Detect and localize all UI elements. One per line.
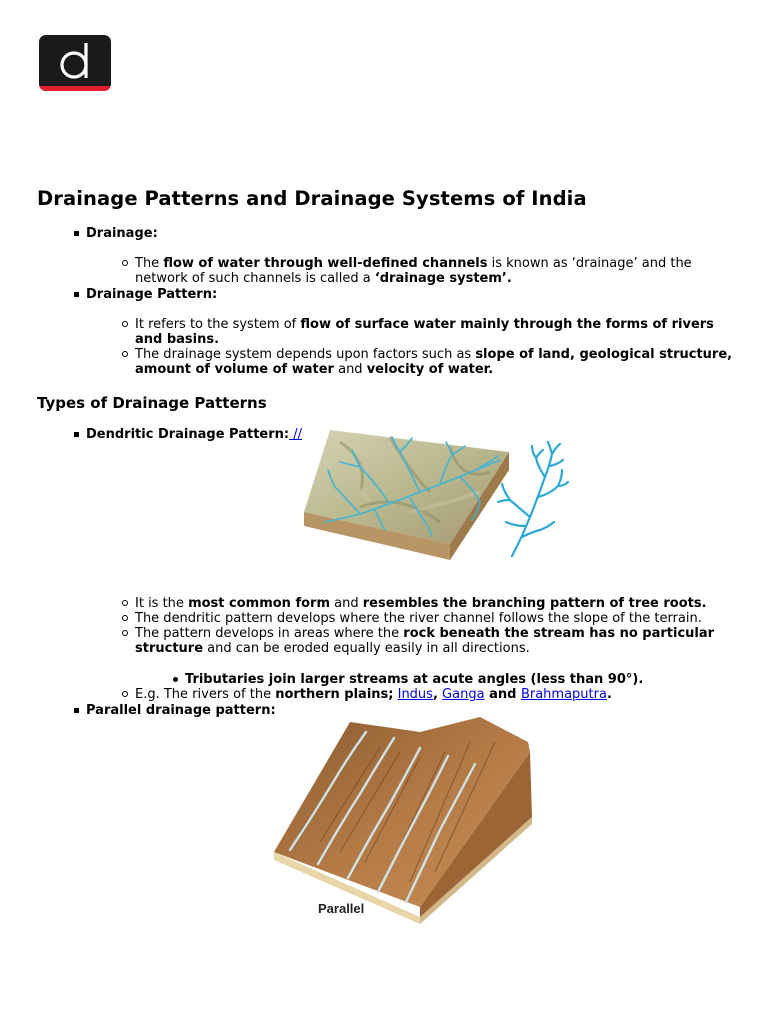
logo-letter-d-icon [39, 35, 111, 91]
dendritic-example: E.g. The rivers of the northern plains; Indus, Ganga and Brahmaputra. [135, 687, 745, 702]
dendritic-link[interactable]: // [289, 427, 303, 442]
indus-link[interactable]: Indus [397, 687, 433, 702]
dendritic-point-2: The dendritic pattern develops where the river channel follows the slope of the terrain. [135, 611, 745, 626]
dendritic-pattern-figure [300, 422, 570, 562]
drainage-pattern-item-2: The drainage system depends upon factors such as slope of land, geological structure, amount of volume of water and velocity of water. [135, 347, 745, 377]
parallel-label: Parallel drainage pattern: [86, 703, 276, 718]
page-title: Drainage Patterns and Drainage Systems of India [37, 187, 587, 210]
dendritic-point-3: The pattern develops in areas where the rock beneath the stream has no particular structure and can be eroded equally easily in all directions. [135, 626, 745, 656]
drainage-label: Drainage: [86, 226, 158, 241]
dendritic-subpoint: Tributaries join larger streams at acute angles (less than 90°). [185, 672, 745, 687]
ganga-link[interactable]: Ganga [442, 687, 485, 702]
dendritic-point-1: It is the most common form and resembles the branching pattern of tree roots. [135, 596, 745, 611]
dendritic-label: Dendritic Drainage Pattern: // [86, 427, 303, 442]
parallel-pattern-figure [270, 712, 540, 930]
types-heading: Types of Drainage Patterns [37, 394, 267, 412]
brahmaputra-link[interactable]: Brahmaputra [520, 687, 607, 702]
parallel-figure-caption: Parallel [318, 901, 365, 916]
site-logo[interactable] [39, 35, 111, 91]
logo-accent-bar [39, 86, 111, 91]
drainage-pattern-item-1: It refers to the system of flow of surface water mainly through the forms of rivers and basins. [135, 317, 745, 347]
drainage-pattern-label: Drainage Pattern: [86, 287, 218, 302]
drainage-definition: The flow of water through well-defined channels is known as ‘drainage’ and the network of such channels is called a ‘drainage system’. [135, 256, 735, 286]
